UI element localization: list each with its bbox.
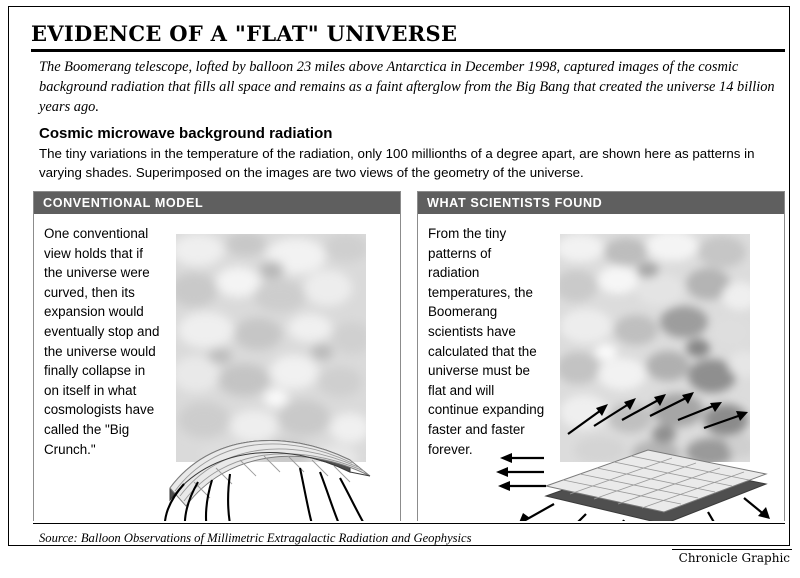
panel-body-conventional [34,214,400,521]
source-divider [33,523,785,524]
section-subdeck: The tiny variations in the temperature of the radiation, only 100 millionths of a degree apart, are shown here as patterns in varying shades. Superimposed on the images are two views of the geometry of the universe. [39,146,755,180]
page-title: EVIDENCE OF A "FLAT" UNIVERSE [31,21,458,46]
credit-line: Chronicle Graphic [678,551,790,565]
panel-caption-conventional: One conventional view holds that if the universe were curved, then its expansion would eventually stop and the universe would finally collapse in on itself in what cosmologists have called the "Big Crunch." [44,226,160,457]
panel-title-found: WHAT SCIENTISTS FOUND [418,192,784,214]
deck-paragraph: The Boomerang telescope, lofted by balloon 23 miles above Antarctica in December 1998, captured images of the cosmic background radiation that fills all space and remains as a faint afterglow from the Big Bang that created the universe 14 billion years ago. [39,59,775,115]
panel-title-conventional: CONVENTIONAL MODEL [34,192,400,214]
panel-caption-found: From the tiny patterns of radiation temperatures, the Boomerang scientists have calculated that the universe must be flat and will continue expanding faster and faster forever. [428,226,545,457]
source-note: Source: Balloon Observations of Millimetric Extragalactic Radiation and Geophysics [39,531,472,545]
curved-universe-grid [34,364,402,521]
panel-what-scientists-found [417,191,785,521]
panel-body-found [418,214,784,521]
title-divider [31,49,785,52]
graphic-frame [8,6,790,546]
credit-divider [672,549,792,550]
flat-universe-grid [418,364,786,521]
panel-conventional-model [33,191,401,521]
section-subhead: Cosmic microwave background radiation [39,125,333,142]
